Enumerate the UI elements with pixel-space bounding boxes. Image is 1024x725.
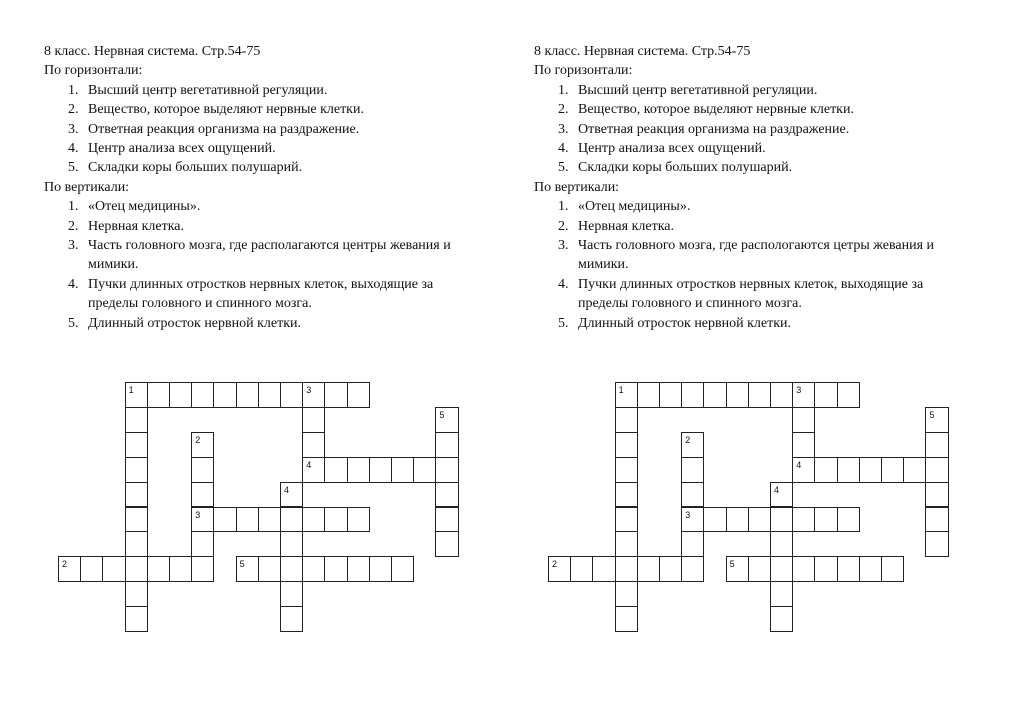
crossword-cell[interactable] [280,581,303,607]
worksheet-right [490,0,990,725]
crossword-cell[interactable] [280,531,303,557]
crossword-cell[interactable] [748,382,771,408]
crossword-cell[interactable] [681,556,704,582]
crossword-cell[interactable] [770,581,793,607]
crossword-cell[interactable] [615,531,638,557]
across-clue-5: 5. Складки коры больших полушарий. [68,160,303,176]
crossword-cell[interactable] [347,556,370,582]
crossword-cell[interactable] [213,507,236,533]
crossword-cell[interactable] [435,407,458,433]
crossword-cell[interactable] [324,507,347,533]
crossword-cell[interactable] [637,382,660,408]
across-clue-1: 1. Высший центр вегетативной регуляции. [68,82,328,98]
crossword-cell[interactable] [814,556,837,582]
crossword-cell[interactable] [302,507,325,533]
crossword-cell[interactable] [792,457,815,483]
worksheet-title: 8 класс. Нервная система. Стр.54-75 [44,44,261,59]
down-clue-1: 1. «Отец медицины». [558,199,691,215]
crossword-cell[interactable] [125,457,148,483]
crossword-cell[interactable] [681,432,704,458]
across-heading: По горизонтали: [44,63,143,79]
down-heading: По вертикали: [44,179,130,195]
crossword-cell[interactable] [435,507,458,533]
crossword-cell[interactable] [814,507,837,533]
worksheet-title: 8 класс. Нервная система. Стр.54-75 [534,44,751,59]
crossword-cell[interactable] [125,432,148,458]
crossword-cell[interactable] [703,382,726,408]
crossword-cell[interactable] [280,382,303,408]
crossword-cell[interactable] [191,507,214,533]
crossword-cell[interactable] [191,432,214,458]
crossword-cell[interactable] [615,407,638,433]
crossword-cell[interactable] [659,382,682,408]
crossword-cell[interactable] [435,457,458,483]
crossword-cell[interactable] [837,382,860,408]
crossword-cell[interactable] [302,432,325,458]
across-clue-4: 4. Центр анализа всех ощущений. [68,141,276,157]
crossword-cell[interactable] [125,382,148,408]
crossword-cell[interactable] [770,507,793,533]
crossword-cell[interactable] [191,382,214,408]
crossword-cell[interactable] [726,556,749,582]
crossword-cell[interactable] [324,382,347,408]
crossword-cell[interactable] [191,482,214,508]
crossword-cell[interactable] [548,556,571,582]
crossword-cell[interactable] [792,432,815,458]
across-clue-3: 3. Ответная реакция организма на раздражение. [558,121,850,137]
clue-number: 4 [284,484,290,495]
crossword-cell[interactable] [681,507,704,533]
crossword-cell[interactable] [925,507,948,533]
crossword-cell[interactable] [125,606,148,632]
crossword-cell[interactable] [615,581,638,607]
crossword-cell[interactable] [302,407,325,433]
down-clue-3: 3. Часть головного мозга, где располагаются центры жевания и мимики. [68,238,451,273]
crossword-cell[interactable] [280,482,303,508]
down-clue-3: 3. Часть головного мозга, где распологаются цетры жевания и мимики. [558,238,935,273]
crossword-cell[interactable] [681,382,704,408]
crossword-cell[interactable] [213,382,236,408]
crossword-cell[interactable] [258,507,281,533]
clue-number: 5 [439,409,445,420]
down-heading: По вертикали: [534,179,620,195]
clue-number: 3 [796,385,802,395]
crossword-cell[interactable] [592,556,615,582]
crossword-cell[interactable] [125,407,148,433]
crossword-cell[interactable] [748,556,771,582]
crossword-cell[interactable] [615,556,638,582]
crossword-cell[interactable] [391,556,414,582]
clue-number: 5 [239,559,245,570]
clue-number: 5 [929,409,935,420]
crossword-cell[interactable] [324,457,347,483]
crossword-cell[interactable] [837,507,860,533]
crossword-cell[interactable] [792,556,815,582]
crossword-cell[interactable] [703,507,726,533]
clue-number: 2 [62,559,68,570]
crossword-cell[interactable] [236,556,259,582]
crossword-cell[interactable] [814,457,837,483]
crossword-cell[interactable] [881,457,904,483]
clue-number: 1 [618,385,624,395]
crossword-cell[interactable] [726,507,749,533]
crossword-cell[interactable] [770,382,793,408]
crossword-cell[interactable] [147,382,170,408]
clue-number: 4 [796,459,802,470]
crossword-cell[interactable] [258,382,281,408]
crossword-cell[interactable] [859,556,882,582]
clue-number: 2 [685,434,691,445]
crossword-cell[interactable] [637,556,660,582]
crossword-cell[interactable] [169,556,192,582]
crossword-cell[interactable] [615,507,638,533]
crossword-cell[interactable] [302,556,325,582]
crossword-cell[interactable] [748,507,771,533]
crossword-cell[interactable] [125,531,148,557]
crossword-cell[interactable] [570,556,593,582]
crossword-cell[interactable] [615,432,638,458]
crossword-cell[interactable] [302,457,325,483]
crossword-cell[interactable] [191,556,214,582]
clue-number: 4 [306,459,312,470]
down-clue-5: 5. Длинный отросток нервной клетки. [558,315,792,331]
crossword-cell[interactable] [792,507,815,533]
clue-number: 5 [729,559,735,570]
crossword-cell[interactable] [413,457,436,483]
across-heading: По горизонтали: [534,63,633,79]
crossword-cell[interactable] [80,556,103,582]
crossword-cell[interactable] [837,457,860,483]
crossword-cell[interactable] [147,556,170,582]
clue-number: 3 [685,509,691,520]
crossword-cell[interactable] [615,606,638,632]
clue-number: 2 [195,434,201,445]
crossword-cell[interactable] [347,457,370,483]
crossword-cell[interactable] [925,531,948,557]
crossword-cell[interactable] [435,482,458,508]
across-clue-4: 4. Центр анализа всех ощущений. [558,141,766,157]
crossword-cell[interactable] [615,457,638,483]
crossword-cell[interactable] [792,407,815,433]
crossword-cell[interactable] [236,507,259,533]
down-clue-2: 2. Нервная клетка. [68,218,185,234]
crossword-cell[interactable] [681,531,704,557]
crossword-grid [0,0,500,725]
crossword-cell[interactable] [615,482,638,508]
crossword-cell[interactable] [347,382,370,408]
crossword-cell[interactable] [191,457,214,483]
crossword-cell[interactable] [925,407,948,433]
crossword-cell[interactable] [347,507,370,533]
across-clue-1: 1. Высший центр вегетативной регуляции. [558,82,818,98]
crossword-grid [490,0,990,725]
crossword-cell[interactable] [814,382,837,408]
crossword-cell[interactable] [681,482,704,508]
clue-number: 2 [552,559,558,570]
crossword-cell[interactable] [770,482,793,508]
crossword-cell[interactable] [681,457,704,483]
crossword-cell[interactable] [169,382,192,408]
crossword-cell[interactable] [903,457,926,483]
down-clue-1: 1. «Отец медицины». [68,199,201,215]
clue-number: 4 [774,484,780,495]
crossword-cell[interactable] [770,606,793,632]
crossword-cell[interactable] [659,556,682,582]
crossword-cell[interactable] [859,457,882,483]
down-clue-2: 2. Нервная клетка. [558,218,675,234]
crossword-cell[interactable] [58,556,81,582]
crossword-cell[interactable] [837,556,860,582]
crossword-cell[interactable] [925,432,948,458]
crossword-cell[interactable] [280,606,303,632]
clue-number: 3 [306,385,312,395]
worksheet-left [0,0,500,725]
crossword-cell[interactable] [125,581,148,607]
crossword-cell[interactable] [391,457,414,483]
crossword-cell[interactable] [102,556,125,582]
crossword-cell[interactable] [770,531,793,557]
crossword-cell[interactable] [125,556,148,582]
clue-number: 1 [128,385,134,395]
crossword-cell[interactable] [125,507,148,533]
across-clue-3: 3. Ответная реакция организма на раздражение. [68,121,360,137]
crossword-cell[interactable] [770,556,793,582]
clue-number: 3 [195,509,201,520]
crossword-cell[interactable] [881,556,904,582]
down-clue-5: 5. Длинный отросток нервной клетки. [68,315,302,331]
crossword-cell[interactable] [435,531,458,557]
crossword-cell[interactable] [280,556,303,582]
across-clue-5: 5. Складки коры больших полушарий. [558,160,793,176]
down-clue-4: 4. Пучки длинных отростков нервных клеток, выходящие за пределы головного и спинного мозга. [558,276,924,312]
crossword-cell[interactable] [615,382,638,408]
crossword-cell[interactable] [792,382,815,408]
crossword-cell[interactable] [125,482,148,508]
crossword-cell[interactable] [726,382,749,408]
crossword-cell[interactable] [191,531,214,557]
crossword-cell[interactable] [925,482,948,508]
across-clue-2: 2. Вещество, которое выделяют нервные клетки. [68,102,364,118]
crossword-cell[interactable] [236,382,259,408]
crossword-cell[interactable] [435,432,458,458]
across-clue-2: 2. Вещество, которое выделяют нервные клетки. [558,102,854,118]
crossword-cell[interactable] [258,556,281,582]
crossword-cell[interactable] [369,457,392,483]
crossword-cell[interactable] [369,556,392,582]
crossword-cell[interactable] [324,556,347,582]
crossword-cell[interactable] [280,507,303,533]
crossword-cell[interactable] [302,382,325,408]
crossword-cell[interactable] [925,457,948,483]
down-clue-4: 4. Пучки длинных отростков нервных клеток, выходящие за пределы головного и спинного мозга. [68,276,434,312]
